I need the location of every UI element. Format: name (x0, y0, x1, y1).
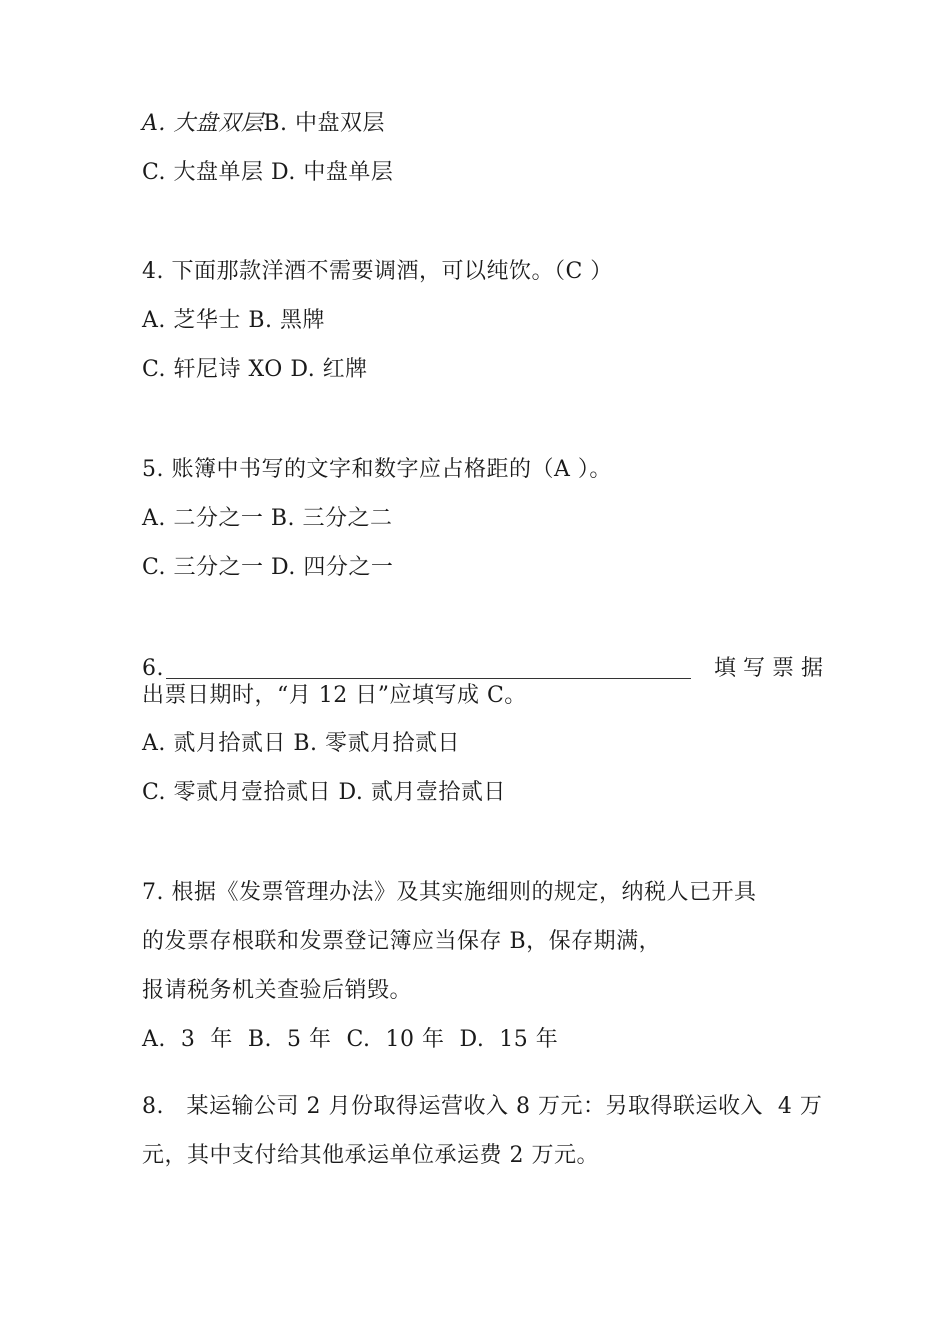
q7-stem-line3: 报请税务机关查验后销毁。 (142, 978, 413, 1003)
q6-fill-blank (166, 678, 691, 679)
q6-number: 6. (142, 656, 164, 681)
q3-options-ab (142, 110, 385, 138)
q3-option-a: A. 大盘双层 (142, 111, 264, 136)
q4-stem: 4. 下面那款洋酒不需要调酒，可以纯饮。（C ） (142, 259, 613, 284)
q8-stem-line1: 8. 某运输公司 2 月份取得运营收入 8 万元：另取得联运收入 4 万 (142, 1094, 823, 1119)
q5-options-ab: A. 二分之一 B. 三分之二 (142, 506, 393, 531)
q8-stem-line2: 元，其中支付给其他承运单位承运费 2 万元。 (142, 1143, 599, 1168)
q4-options-ab: A. 芝华士 B. 黑牌 (142, 308, 326, 333)
q3-option-b: B. 中盘双层 (263, 111, 386, 136)
q6-stem-line2: 出票日期时，“月 12 日”应填写成 C。 (142, 683, 527, 708)
q5-options-cd: C. 三分之一 D. 四分之一 (142, 555, 394, 580)
q6-stem-tail: 填写票据 (714, 656, 831, 681)
q4-options-cd: C. 轩尼诗 XO D. 红牌 (142, 357, 368, 382)
q5-stem: 5. 账簿中书写的文字和数字应占格距的（A ）。 (142, 457, 612, 482)
q7-stem-line1: 7. 根据《发票管理办法》及其实施细则的规定，纳税人已开具 (142, 880, 757, 905)
q6-options-cd: C. 零贰月壹拾贰日 D. 贰月壹拾贰日 (142, 780, 506, 805)
q3-options-cd: C. 大盘单层 D. 中盘单层 (142, 160, 394, 185)
q7-stem-line2: 的发票存根联和发票登记簿应当保存 B，保存期满， (142, 929, 662, 954)
q7-options: A. 3 年 B. 5 年 C. 10 年 D. 15 年 (142, 1027, 559, 1052)
q6-options-ab: A. 贰月拾贰日 B. 零贰月拾贰日 (142, 731, 461, 756)
